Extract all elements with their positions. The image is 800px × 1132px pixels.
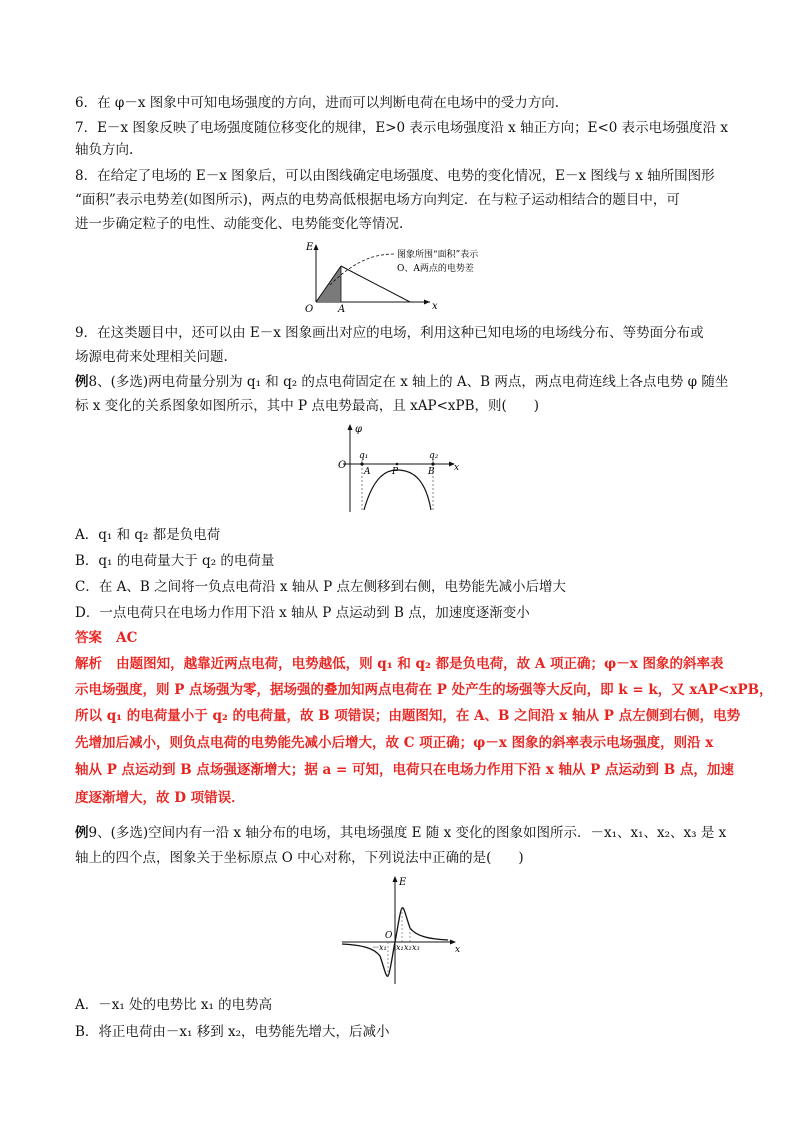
example-9-option-a: A．－x₁ 处的电势比 x₁ 的电势高 bbox=[75, 997, 273, 1013]
example-8-option-b: B．q₁ 的电荷量大于 q₂ 的电荷量 bbox=[75, 553, 275, 569]
figure3-positive-lobe bbox=[395, 908, 448, 942]
paragraph-9-line-2: 场源电荷来处理相关问题. bbox=[75, 349, 228, 365]
phi-x-figure bbox=[335, 420, 465, 515]
example-8-stem-line-1 bbox=[75, 372, 728, 392]
multi-select-tag: (多选) bbox=[110, 374, 149, 390]
figure3-label-neg-x1: －x₁ bbox=[371, 943, 387, 952]
figure2-label-a: A bbox=[364, 467, 371, 477]
example-8-analysis-line-2: 示电场强度，则 P 点场强为零，据场强的叠加知两点电荷在 P 处产生的场强等大反向，即 k = k，又 xAP<xPB， bbox=[75, 682, 773, 698]
figure2-label-x: x bbox=[454, 463, 460, 473]
example-8-answer bbox=[75, 628, 137, 648]
example-tag: 例 bbox=[75, 374, 89, 390]
figure1-annotation-1: 图象所围“面积”表示 bbox=[397, 250, 479, 260]
example-9-stem: 空间内有一沿 x 轴分布的电场，其电场强度 E 随 x 变化的图象如图所示．－x₁、x₁、x₂、x₃ 是 x bbox=[148, 825, 727, 841]
example-tag: 例 bbox=[75, 825, 89, 841]
example-8-analysis-line-6: 度逐渐增大，故 D 项错误． bbox=[75, 790, 245, 806]
example-8-analysis-line-1 bbox=[75, 654, 723, 674]
example-8-option-d: D．一点电荷只在电场力作用下沿 x 轴从 P 点运动到 B 点，加速度逐渐变小 bbox=[75, 605, 530, 621]
example-9-stem-line-2: 轴上的四个点，图象关于坐标原点 O 中心对称，下列说法中正确的是( ) bbox=[75, 850, 524, 866]
figure2-label-q2: q₂ bbox=[429, 451, 439, 461]
example-9-option-b: B．将正电荷由－x₁ 移到 x₂，电势能先增大，后减小 bbox=[75, 1024, 390, 1040]
example-8-analysis-line-5: 轴从 P 点运动到 B 点场强逐渐增大；据 a = 可知，电荷只在电场力作用下沿 x 轴从 P 点运动到 B 点，加速 bbox=[75, 762, 734, 778]
figure3-negative-lobe bbox=[342, 942, 395, 976]
paragraph-7-line-2: 轴负方向. bbox=[75, 142, 134, 158]
paragraph-9-line-1: 9．在这类题目中，还可以由 E－x 图象画出对应的电场，利用这种已知电场的电场线分布、等势面分布或 bbox=[75, 325, 704, 341]
figure2-label-q1: q₁ bbox=[359, 451, 369, 461]
figure2-label-o: O bbox=[338, 460, 347, 471]
paragraph-8-line-2: “面积”表示电势差(如图所示)，两点的电势高低根据电场方向判定．在与粒子运动相结合的题目中，可 bbox=[75, 192, 680, 208]
analysis-label: 解析 bbox=[75, 656, 102, 672]
figure3-label-x: x bbox=[455, 945, 461, 955]
figure3-label-o: O bbox=[385, 931, 393, 941]
figure1-label-x: x bbox=[432, 301, 438, 312]
figure3-label-x2: x₂ bbox=[404, 943, 412, 952]
multi-select-tag: (多选) bbox=[110, 825, 149, 841]
paragraph-6: 6．在 φ－x 图象中可知电场强度的方向，进而可以判断电荷在电场中的受力方向. bbox=[75, 95, 560, 111]
example-8-option-c: C．在 A、B 之间将一负点电荷沿 x 轴从 P 点左侧移到右侧，电势能先减小后增大 bbox=[75, 579, 566, 595]
figure3-label-e: E bbox=[399, 877, 407, 888]
paragraph-8-line-1: 8．在给定了电场的 E－x 图象后，可以由图线确定电场强度、电势的变化情况，E－x 图线与 x 轴所围图形 bbox=[75, 168, 715, 184]
e-x-area-figure bbox=[300, 240, 520, 314]
figure2-label-phi: φ bbox=[355, 424, 363, 435]
e-x-symmetric-figure bbox=[338, 872, 463, 987]
analysis-text: 由题图知，越靠近两点电荷，电势越低，则 q₁ 和 q₂ 都是负电荷，故 A 项正确；φ－x 图象的斜率表 bbox=[116, 656, 724, 672]
example-number: 9、 bbox=[88, 825, 111, 841]
example-9-stem-line-1 bbox=[75, 823, 726, 843]
figure2-label-b: B bbox=[428, 467, 435, 477]
figure1-label-a: A bbox=[338, 304, 346, 314]
example-8-stem-line-2: 标 x 变化的关系图象如图所示，其中 P 点电势最高，且 xAP<xPB，则( ) bbox=[75, 398, 540, 414]
figure3-label-x3: x₃ bbox=[412, 943, 420, 952]
figure2-label-p: P bbox=[392, 467, 399, 477]
example-8-option-a: A．q₁ 和 q₂ 都是负电荷 bbox=[75, 527, 221, 543]
figure1-label-o: O bbox=[305, 304, 314, 314]
answer-label: 答案 bbox=[75, 630, 102, 646]
example-8-analysis-line-3: 所以 q₁ 的电荷量小于 q₂ 的电荷量，故 B 项错误；由题图知，在 A、B 之间沿 x 轴从 P 点左侧到右侧，电势 bbox=[75, 708, 741, 724]
paragraph-7-line-1: 7．E－x 图象反映了电场强度随位移变化的规律，E>0 表示电场强度沿 x 轴正方向；E<0 表示电场强度沿 x bbox=[75, 120, 729, 136]
paragraph-8-line-3: 进一步确定粒子的电性、动能变化、电势能变化等情况. bbox=[75, 216, 404, 232]
figure1-label-e: E bbox=[306, 242, 314, 253]
example-8-stem: 两电荷量分别为 q₁ 和 q₂ 的点电荷固定在 x 轴上的 A、B 两点，两点电荷连线上各点电势 φ 随坐 bbox=[148, 374, 729, 390]
answer-value: AC bbox=[116, 630, 138, 646]
example-8-analysis-line-4: 先增加后减小，则负点电荷的电势能先减小后增大，故 C 项正确；φ－x 图象的斜率表示电场强度，则沿 x bbox=[75, 735, 714, 751]
figure3-label-x1: x₁ bbox=[396, 943, 404, 952]
figure1-annotation-2: O、A两点的电势差 bbox=[397, 264, 474, 274]
example-number: 8、 bbox=[88, 374, 111, 390]
